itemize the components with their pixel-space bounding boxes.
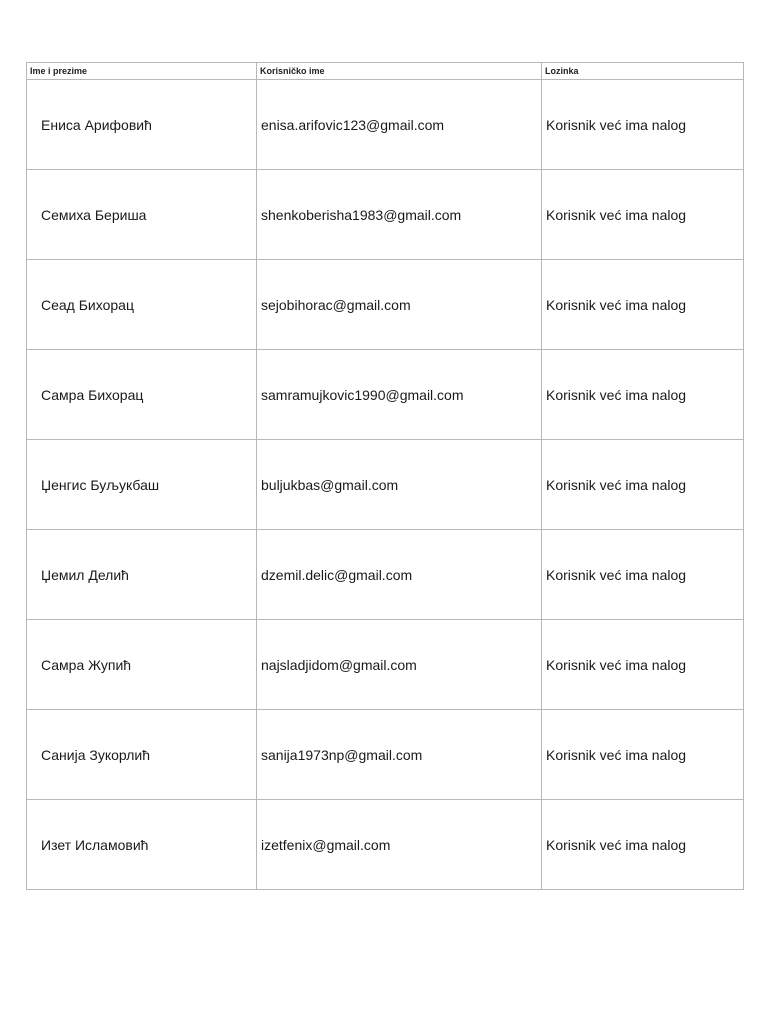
table-row xyxy=(27,170,744,260)
cell-username: enisa.arifovic123@gmail.com xyxy=(257,80,542,170)
cell-name: Ениса Арифовић xyxy=(27,80,257,170)
table-row xyxy=(27,350,744,440)
cell-username: buljukbas@gmail.com xyxy=(257,440,542,530)
header-name: Ime i prezime xyxy=(27,63,257,80)
table-row xyxy=(27,800,744,890)
cell-password: Korisnik već ima nalog xyxy=(542,530,744,620)
header-username: Korisničko ime xyxy=(257,63,542,80)
user-accounts-table xyxy=(26,62,744,890)
cell-username: sejobihorac@gmail.com xyxy=(257,260,542,350)
cell-password: Korisnik već ima nalog xyxy=(542,800,744,890)
table-row xyxy=(27,710,744,800)
cell-password: Korisnik već ima nalog xyxy=(542,350,744,440)
cell-password: Korisnik već ima nalog xyxy=(542,440,744,530)
cell-username: shenkoberisha1983@gmail.com xyxy=(257,170,542,260)
cell-name: Санија Зукорлић xyxy=(27,710,257,800)
cell-password: Korisnik već ima nalog xyxy=(542,620,744,710)
table-row xyxy=(27,80,744,170)
cell-name: Сеад Бихорац xyxy=(27,260,257,350)
cell-name: Семиха Бериша xyxy=(27,170,257,260)
cell-name: Џемил Делић xyxy=(27,530,257,620)
table-header-row xyxy=(27,63,744,80)
cell-password: Korisnik već ima nalog xyxy=(542,710,744,800)
table-row xyxy=(27,260,744,350)
table-row xyxy=(27,530,744,620)
table-row xyxy=(27,440,744,530)
cell-username: sanija1973np@gmail.com xyxy=(257,710,542,800)
table-row xyxy=(27,620,744,710)
cell-name: Самра Жупић xyxy=(27,620,257,710)
cell-name: Самра Бихорац xyxy=(27,350,257,440)
cell-password: Korisnik već ima nalog xyxy=(542,170,744,260)
cell-name: Изет Исламовић xyxy=(27,800,257,890)
cell-username: samramujkovic1990@gmail.com xyxy=(257,350,542,440)
cell-password: Korisnik već ima nalog xyxy=(542,260,744,350)
cell-username: dzemil.delic@gmail.com xyxy=(257,530,542,620)
cell-username: najsladjidom@gmail.com xyxy=(257,620,542,710)
document-page xyxy=(26,62,743,890)
cell-username: izetfenix@gmail.com xyxy=(257,800,542,890)
cell-password: Korisnik već ima nalog xyxy=(542,80,744,170)
cell-name: Џенгис Буљукбаш xyxy=(27,440,257,530)
header-password: Lozinka xyxy=(542,63,744,80)
